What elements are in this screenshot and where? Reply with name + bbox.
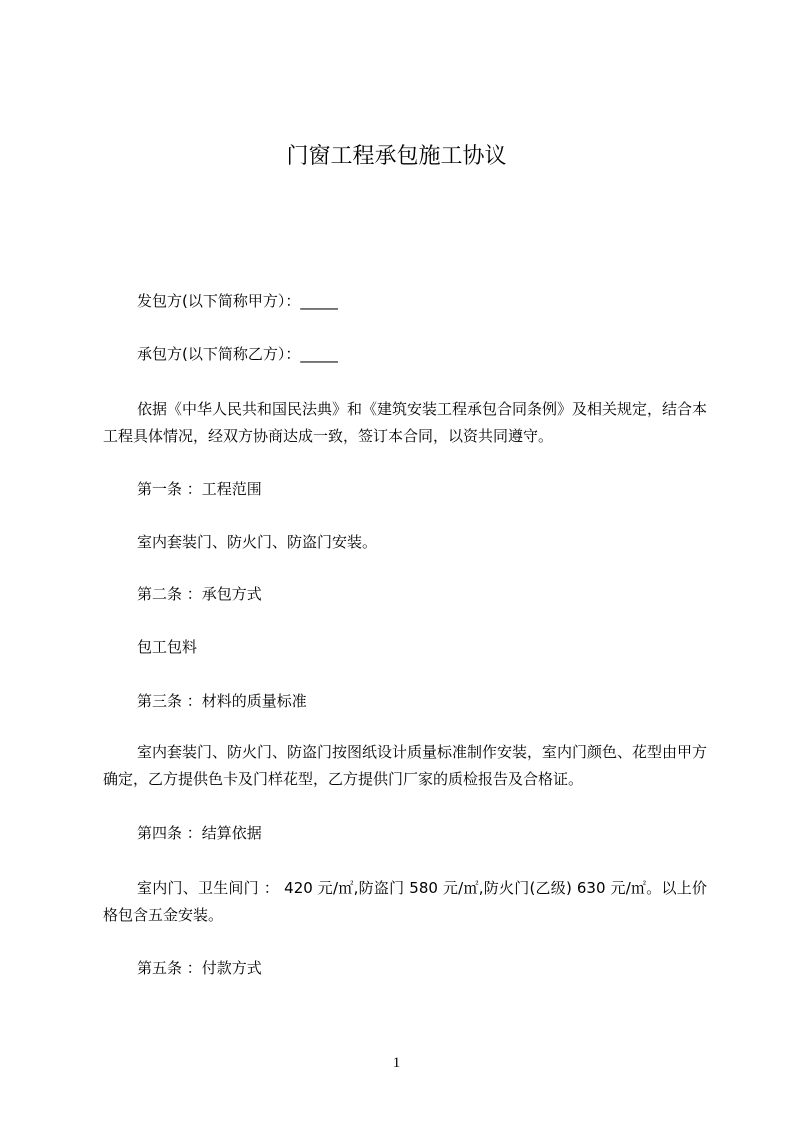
article-5-heading: 第五条 ：付款方式 bbox=[137, 959, 262, 977]
article-1-heading: 第一条 ：工程范围 bbox=[137, 480, 262, 498]
article-4-heading: 第四条 ：结算依据 bbox=[137, 824, 262, 842]
party-b-line: 承包方(以下简称乙方）：_____ bbox=[137, 345, 338, 363]
document-title: 门窗工程承包施工协议 bbox=[286, 144, 507, 169]
article-2-heading: 第二条 ：承包方式 bbox=[137, 585, 262, 603]
article-2-body: 包工包料 bbox=[137, 638, 198, 656]
preamble-paragraph: 依据《中华人民共和国民法典》和《建筑安装工程承包合同条例》及相关规定，结合本工程具体情况，经双方协商达成一致，签订本合同，以资共同遵守。 bbox=[103, 400, 708, 445]
party-a-line: 发包方(以下简称甲方）：_____ bbox=[137, 292, 338, 310]
article-4-body: 室内门、卫生间门 ： 420 元/㎡,防盗门 580 元/㎡,防火门(乙级) 630 元/㎡。以上价格包含五金安装。 bbox=[103, 879, 707, 924]
page-number: 1 bbox=[392, 1055, 401, 1071]
article-3-heading: 第三条 ：材料的质量标准 bbox=[137, 692, 307, 710]
article-3-body: 室内套装门、防火门、防盗门按图纸设计质量标准制作安装，室内门颜色、花型由甲方确定，乙方提供色卡及门样花型，乙方提供门厂家的质检报告及合格证。 bbox=[103, 743, 708, 788]
article-1-body: 室内套装门、防火门、防盗门安装。 bbox=[137, 533, 378, 551]
